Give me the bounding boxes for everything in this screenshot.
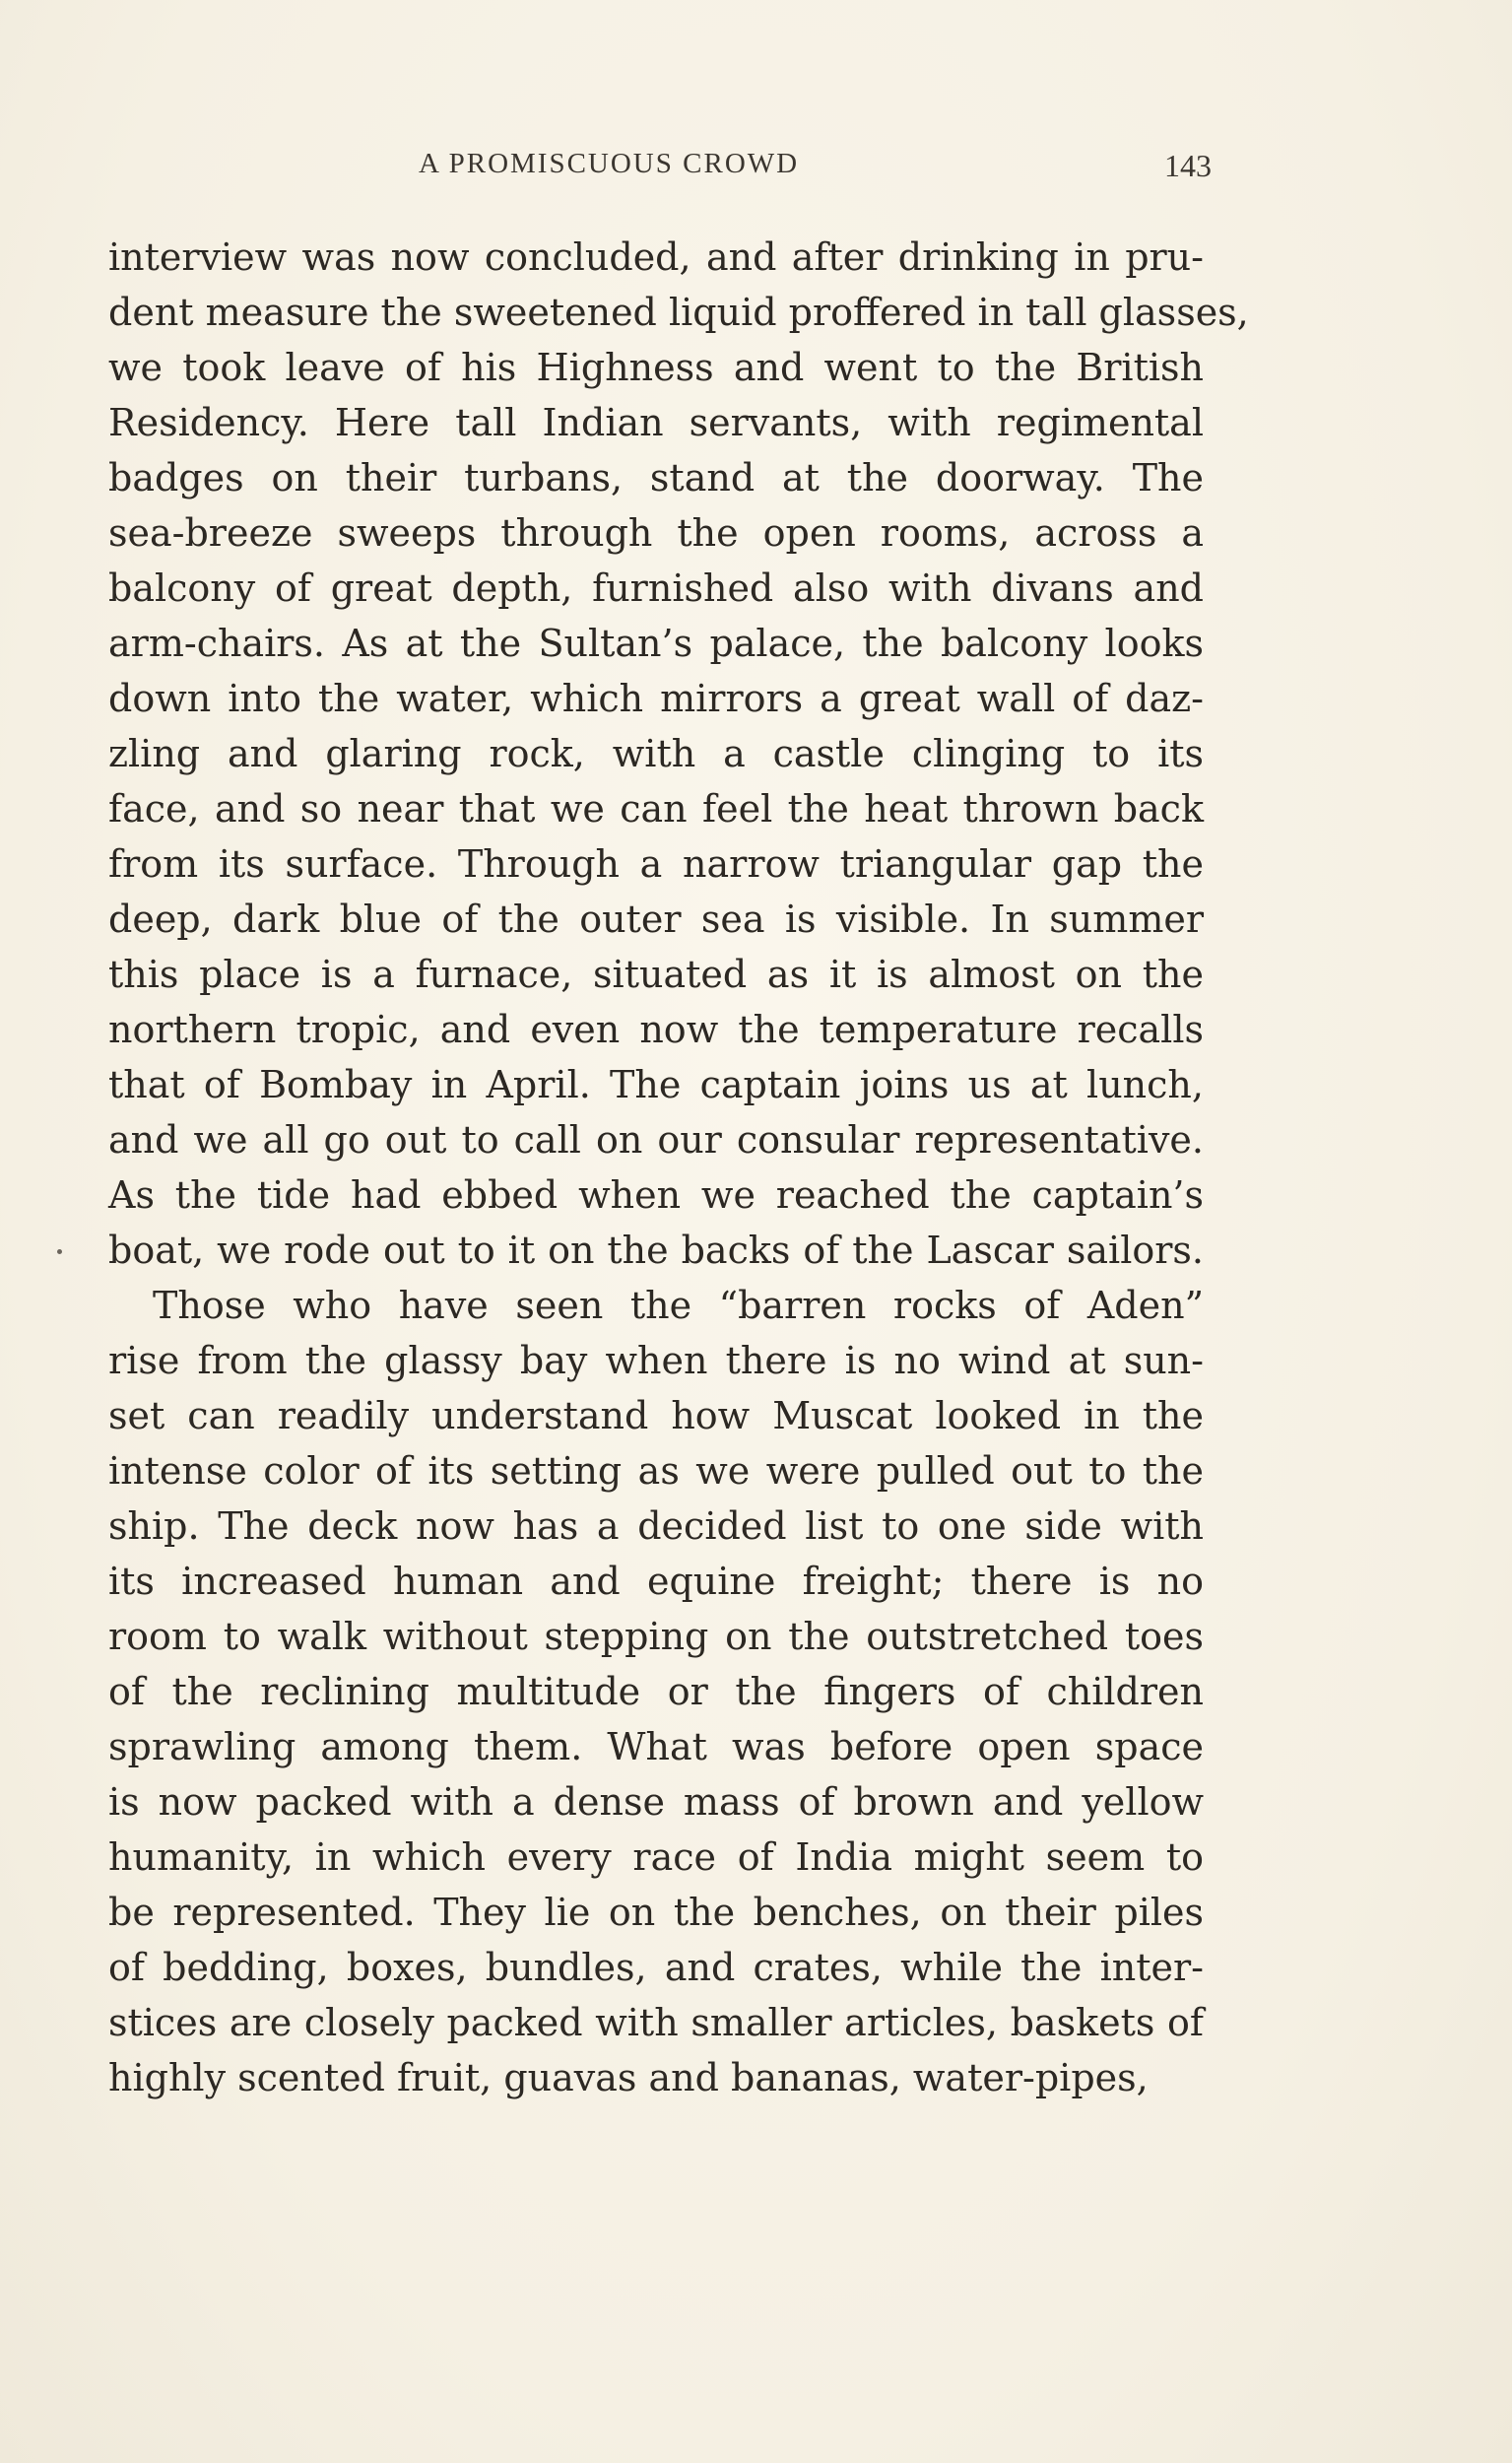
- text-line: highly scented fruit, guavas and bananas, water-pipes,: [108, 2056, 1149, 2099]
- text-line: Those who have seen the “barren rocks of Aden”: [153, 1284, 1204, 1327]
- text-line: As the tide had ebbed when we reached the captain’s: [108, 1173, 1204, 1217]
- text-line: balcony of great depth, furnished also with divans and: [108, 566, 1204, 610]
- text-line: set can readily understand how Muscat looked in the: [108, 1394, 1204, 1437]
- text-line: that of Bombay in April. The captain joins us at lunch,: [108, 1063, 1204, 1106]
- text-line: from its surface. Through a narrow triangular gap the: [108, 842, 1204, 886]
- text-line: arm-chairs. As at the Sultan’s palace, the balcony looks: [108, 622, 1204, 665]
- text-line: humanity, in which every race of India might seem to: [108, 1835, 1204, 1879]
- paragraph: [108, 1278, 1204, 2105]
- text-line: is now packed with a dense mass of brown and yellow: [108, 1780, 1204, 1824]
- text-line: rise from the glassy bay when there is no wind at sun-: [108, 1339, 1204, 1382]
- text-line: Residency. Here tall Indian servants, with regimental: [108, 401, 1204, 444]
- running-title: A PROMISCUOUS CROWD: [419, 148, 800, 179]
- text-line: face, and so near that we can feel the heat thrown back: [108, 787, 1204, 831]
- text-line: room to walk without stepping on the outstretched toes: [108, 1615, 1204, 1658]
- text-line: deep, dark blue of the outer sea is visible. In summer: [108, 898, 1204, 941]
- text-line: we took leave of his Highness and went to the British: [108, 346, 1204, 389]
- text-line: stices are closely packed with smaller articles, baskets of: [108, 2001, 1204, 2044]
- paragraph: [108, 230, 1249, 1278]
- text-line: badges on their turbans, stand at the doorway. The: [108, 456, 1204, 499]
- text-line: be represented. They lie on the benches, on their piles: [108, 1891, 1204, 1934]
- text-line: zling and glaring rock, with a castle clinging to its: [108, 732, 1204, 775]
- text-line: its increased human and equine freight; there is no: [108, 1560, 1204, 1603]
- text-line: boat, we rode out to it on the backs of the Lascar sailors.: [108, 1229, 1204, 1272]
- text-line: and we all go out to call on our consular representative.: [108, 1118, 1204, 1162]
- page-number: 143: [1164, 148, 1212, 183]
- text-line: down into the water, which mirrors a great wall of daz-: [108, 677, 1204, 720]
- running-head: [108, 148, 1212, 191]
- text-line: ship. The deck now has a decided list to one side with: [108, 1504, 1204, 1548]
- text-line: intense color of its setting as we were pulled out to the: [108, 1449, 1204, 1493]
- text-line: sea-breeze sweeps through the open rooms, across a: [108, 511, 1204, 555]
- text-line: of the reclining multitude or the fingers of children: [108, 1670, 1204, 1713]
- text-line: sprawling among them. What was before open space: [108, 1725, 1204, 1768]
- margin-mark: [57, 1249, 62, 1254]
- text-line: of bedding, boxes, bundles, and crates, while the inter-: [108, 1946, 1204, 1989]
- text-line: interview was now concluded, and after drinking in pru-: [108, 235, 1204, 279]
- body-text: [108, 230, 1249, 2105]
- text-line: northern tropic, and even now the temperature recalls: [108, 1008, 1204, 1051]
- text-line: dent measure the sweetened liquid proffered in tall glasses,: [108, 291, 1249, 334]
- text-line: this place is a furnace, situated as it is almost on the: [108, 953, 1204, 996]
